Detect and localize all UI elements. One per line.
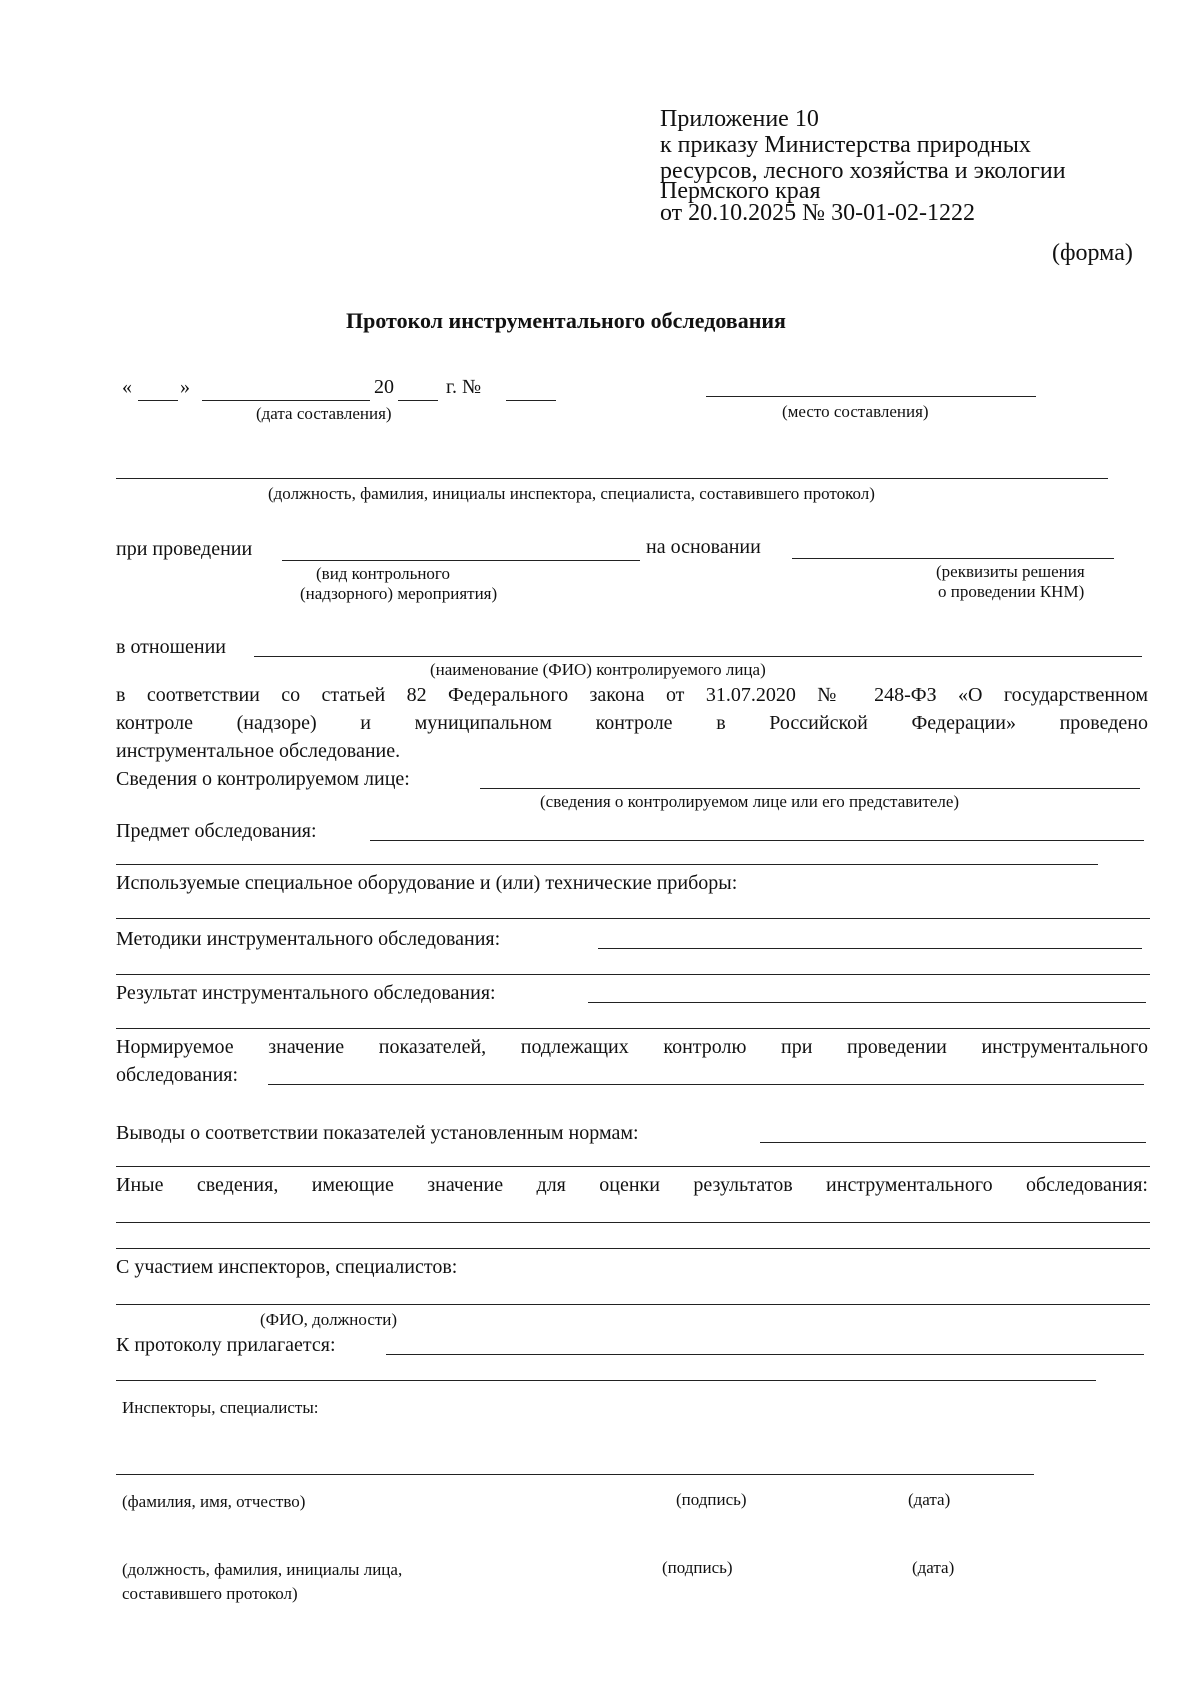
law-text-line-3: инструментальное обследование. xyxy=(116,740,401,762)
regarding-label: в отношении xyxy=(116,636,227,658)
event-type-field[interactable] xyxy=(282,560,640,561)
methods-field[interactable] xyxy=(598,948,1142,949)
form-label: (форма) xyxy=(1052,240,1133,266)
quote-close: » xyxy=(180,376,190,398)
year-field[interactable] xyxy=(398,400,438,401)
conclusions-label: Выводы о соответствии показателей установленным нормам: xyxy=(116,1122,639,1144)
order-line-2: ресурсов, лесного хозяйства и экологии xyxy=(660,158,1066,184)
signature-caption-2: (подпись) xyxy=(662,1558,733,1577)
order-line-1: к приказу Министерства природных xyxy=(660,132,1031,158)
date-caption: (дата составления) xyxy=(256,404,392,423)
attachment-field-2[interactable] xyxy=(116,1380,1096,1381)
conclusions-field[interactable] xyxy=(760,1142,1146,1143)
name-caption: (фамилия, имя, отчество) xyxy=(122,1492,306,1511)
attachment-label: К протоколу прилагается: xyxy=(116,1334,336,1356)
controlled-entity-field[interactable] xyxy=(254,656,1142,657)
controlled-person-label: Сведения о контролируемом лице: xyxy=(116,768,410,790)
subject-field[interactable] xyxy=(370,840,1144,841)
methods-field-2[interactable] xyxy=(116,974,1150,975)
norm-field[interactable] xyxy=(268,1084,1144,1085)
place-caption: (место составления) xyxy=(782,402,929,421)
date-caption-1: (дата) xyxy=(908,1490,951,1509)
result-field-2[interactable] xyxy=(116,1028,1150,1029)
place-field[interactable] xyxy=(706,396,1036,397)
inspector-field[interactable] xyxy=(116,478,1108,479)
inspectors-label: Инспекторы, специалисты: xyxy=(122,1398,319,1417)
year-prefix: 20 xyxy=(374,376,394,398)
decision-caption-2: о проведении КНМ) xyxy=(938,582,1085,601)
order-line-3: Пермского края xyxy=(660,178,821,204)
conducting-label: при проведении xyxy=(116,538,253,560)
regarding-caption: (наименование (ФИО) контролируемого лица) xyxy=(430,660,766,679)
conclusions-field-2[interactable] xyxy=(116,1166,1150,1167)
basis-label: на основании xyxy=(646,536,761,558)
document-title: Протокол инструментального обследования xyxy=(346,308,786,333)
order-line-4: от 20.10.2025 № 30-01-02-1222 xyxy=(660,200,976,226)
participants-caption: (ФИО, должности) xyxy=(260,1310,398,1329)
methods-label: Методики инструментального обследования: xyxy=(116,928,501,950)
law-text-line-2: контроле (надзоре) и муниципальном контроле в Российской Федерации» проведено xyxy=(116,712,1148,734)
result-field[interactable] xyxy=(588,1002,1146,1003)
decision-field[interactable] xyxy=(792,558,1114,559)
participants-field[interactable] xyxy=(116,1304,1150,1305)
quote-open: « xyxy=(122,376,132,398)
decision-caption-1: (реквизиты решения xyxy=(936,562,1085,581)
equipment-label: Используемые специальное оборудование и (или) технические приборы: xyxy=(116,872,738,894)
event-caption-1: (вид контрольного xyxy=(316,564,450,583)
attachment-field[interactable] xyxy=(386,1354,1144,1355)
subject-field-2[interactable] xyxy=(116,864,1098,865)
other-info-field-2[interactable] xyxy=(116,1248,1150,1249)
other-info-label: Иные сведения, имеющие значение для оценки результатов инструментального обследования: xyxy=(116,1174,1148,1196)
norm-label-line-2: обследования: xyxy=(116,1064,239,1086)
event-caption-2: (надзорного) мероприятия) xyxy=(300,584,498,603)
author-caption-1: (должность, фамилия, инициалы лица, xyxy=(122,1560,403,1579)
signature-caption-1: (подпись) xyxy=(676,1490,747,1509)
other-info-field-1[interactable] xyxy=(116,1222,1150,1223)
subject-label: Предмет обследования: xyxy=(116,820,317,842)
day-field[interactable] xyxy=(138,400,178,401)
controlled-person-caption: (сведения о контролируемом лице или его представителе) xyxy=(540,792,960,811)
norm-label-line-1: Нормируемое значение показателей, подлежащих контролю при проведении инструментального xyxy=(116,1036,1148,1058)
date-caption-2: (дата) xyxy=(912,1558,955,1577)
inspector-signature-line[interactable] xyxy=(116,1474,1034,1475)
number-label: г. № xyxy=(446,376,482,398)
participants-label: С участием инспекторов, специалистов: xyxy=(116,1256,458,1278)
protocol-number-field[interactable] xyxy=(506,400,556,401)
month-field[interactable] xyxy=(202,400,370,401)
inspector-caption: (должность, фамилия, инициалы инспектора, специалиста, составившего протокол) xyxy=(268,484,875,503)
law-text-line-1: в соответствии со статьей 82 Федерального закона от 31.07.2020 № 248-ФЗ «О государственном xyxy=(116,684,1148,706)
equipment-field[interactable] xyxy=(116,918,1150,919)
controlled-person-field[interactable] xyxy=(480,788,1140,789)
author-caption-2: составившего протокол) xyxy=(122,1584,298,1603)
appendix-number: Приложение 10 xyxy=(660,106,819,132)
result-label: Результат инструментального обследования: xyxy=(116,982,496,1004)
